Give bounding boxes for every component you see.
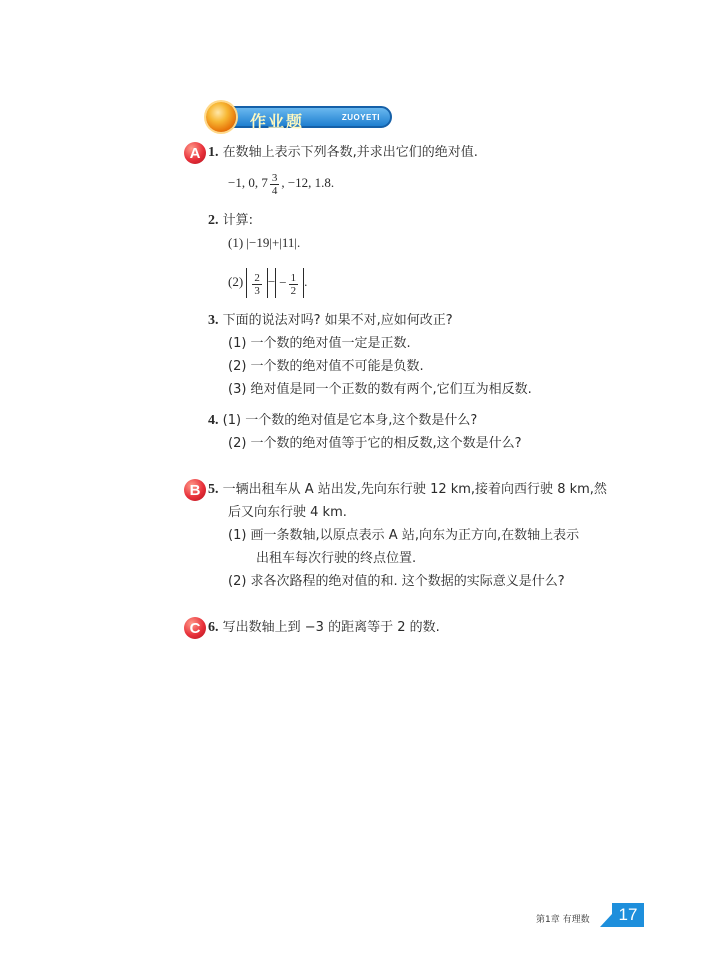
- fraction-numerator: 2: [254, 271, 260, 284]
- expression: |−19|+|11|.: [246, 235, 301, 250]
- chapter-label: 第1章 有理数: [536, 915, 590, 925]
- minus-sign: −: [267, 274, 276, 289]
- question-4: [208, 412, 477, 430]
- banner-title: 作业题: [250, 112, 305, 131]
- question-number: 6.: [208, 620, 219, 635]
- question-text-line-1: 一辆出租车从 A 站出发,先向东行驶 12 km,接着向西行驶 8 km,然: [222, 482, 607, 497]
- sign: −: [279, 275, 287, 291]
- page-number: 17: [612, 903, 644, 927]
- question-5: [208, 481, 607, 499]
- level-b-badge: B: [184, 479, 206, 501]
- question-text: 下面的说法对吗? 如果不对,应如何改正?: [222, 313, 453, 328]
- question-5-item-2: (2) 求各次路程的绝对值的和. 这个数据的实际意义是什么?: [228, 574, 565, 589]
- question-text: 在数轴上表示下列各数,并求出它们的绝对值.: [222, 145, 478, 160]
- part-label: (1): [228, 235, 244, 250]
- fraction: [270, 172, 280, 197]
- question-text: 计算:: [222, 213, 254, 228]
- question-2: [208, 212, 253, 230]
- question-4-item-1: (1) 一个数的绝对值是它本身,这个数是什么?: [222, 413, 478, 428]
- question-3: [208, 312, 453, 330]
- question-1-values: [228, 166, 334, 200]
- question-6: [208, 619, 440, 637]
- orange-orb-icon: [206, 102, 236, 132]
- question-number: 5.: [208, 482, 219, 497]
- level-c-badge: C: [184, 617, 206, 639]
- part-label: (2): [228, 274, 244, 289]
- question-number: 3.: [208, 313, 219, 328]
- absolute-value: [246, 268, 268, 298]
- fraction-numerator: 1: [290, 271, 297, 284]
- question-4-item-2: (2) 一个数的绝对值等于它的相反数,这个数是什么?: [228, 436, 522, 451]
- question-3-item-2: (2) 一个数的绝对值不可能是负数.: [228, 359, 424, 374]
- question-2-part-1: [228, 234, 300, 252]
- fraction-denominator: 2: [290, 284, 297, 297]
- banner-subtitle: ZUOYETI: [341, 113, 380, 122]
- fraction: [289, 272, 299, 297]
- question-number: 4.: [208, 413, 219, 428]
- absolute-value: [275, 268, 304, 298]
- question-5-item-1-continued: 出租车每次行驶的终点位置.: [256, 551, 417, 566]
- question-3-item-1: (1) 一个数的绝对值一定是正数.: [228, 336, 411, 351]
- question-number: 1.: [208, 145, 219, 160]
- fraction-numerator: 3: [271, 171, 278, 184]
- question-text: 写出数轴上到 −3 的距离等于 2 的数.: [222, 620, 440, 635]
- question-3-item-3: (3) 绝对值是同一个正数的数有两个,它们互为相反数.: [228, 382, 532, 397]
- end-period: .: [304, 274, 308, 289]
- page-tab-slant: [600, 914, 612, 927]
- homework-banner: [206, 102, 392, 130]
- question-5-item-1: (1) 画一条数轴,以原点表示 A 站,向东为正方向,在数轴上表示: [228, 528, 580, 543]
- question-1: [208, 144, 478, 162]
- question-2-part-2: [228, 265, 307, 299]
- values-pre: −1, 0, 7: [228, 175, 268, 190]
- question-5-line-2: 后又向东行驶 4 km.: [228, 505, 347, 520]
- fraction-denominator: 4: [271, 184, 278, 197]
- fraction: [252, 272, 262, 297]
- fraction-denominator: 3: [254, 284, 260, 297]
- values-post: , −12, 1.8.: [281, 175, 335, 190]
- level-a-badge: A: [184, 142, 206, 164]
- question-number: 2.: [208, 213, 219, 228]
- banner-bar: [224, 106, 392, 131]
